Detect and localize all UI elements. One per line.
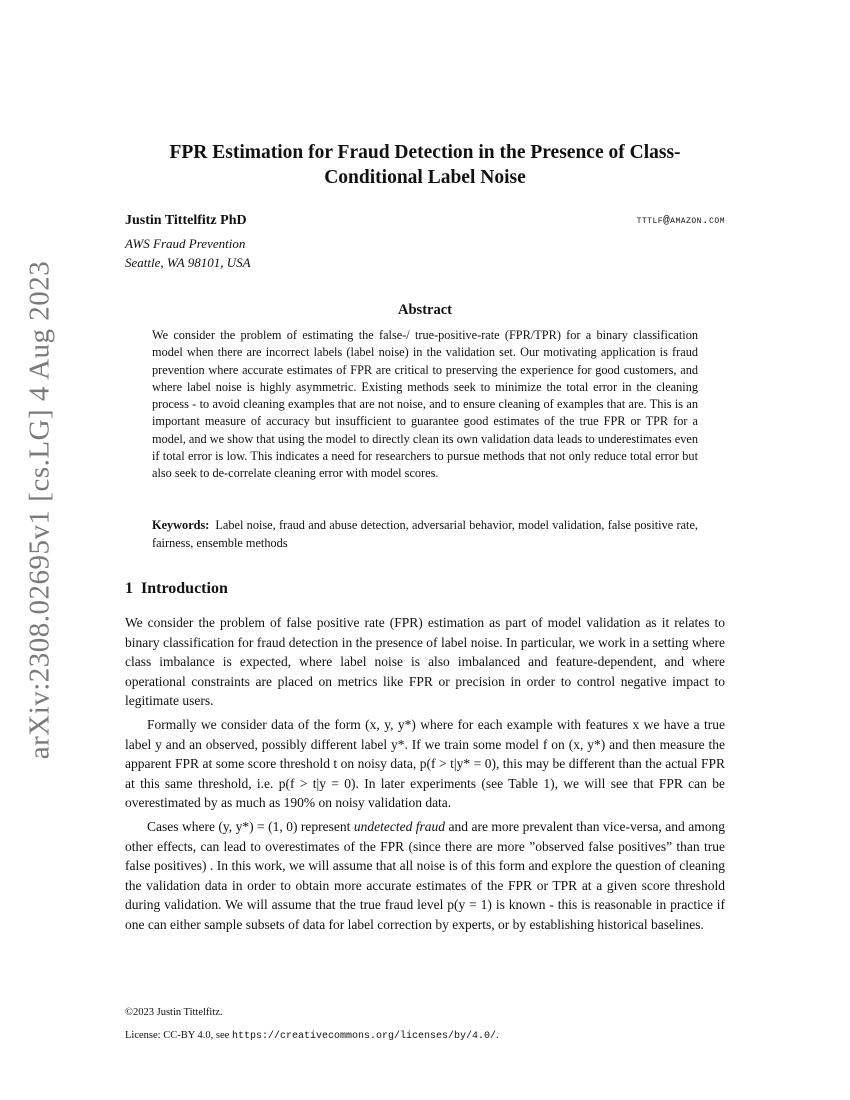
license-prefix: License: CC-BY 4.0, see: [125, 1030, 232, 1041]
author-affiliation: AWS Fraud Prevention: [125, 236, 246, 251]
paragraph-1: We consider the problem of false positive rate (FPR) estimation as part of model validation as it relates to binary classification for fraud detection in the presence of label noise. In particular, we work in a setting where class imbalance is expected, where label noise is also imbalanced and feature-dependent, and where operational constraints are placed on metrics like FPR or precision in order to control negative impact to legitimate users.: [125, 615, 725, 709]
keywords-label: Keywords:: [152, 518, 210, 532]
abstract-text: We consider the problem of estimating the false-/ true-positive-rate (FPR/TPR) for a binary classification model when there are incorrect labels (label noise) in the validation set. Our motivating application is fraud prevention where accurate estimates of FPR are critical to preserving the experience for good customers, and where label noise is highly asymmetric. Existing methods seek to minimize the total error in the cleaning process - to avoid cleaning examples that are not noise, and to ensure cleaning of examples that are. This is an important measure of accuracy but insufficient to guarantee good estimates of the true FPR or TPR for a model, and we show that using the model to directly clean its own validation data leads to underestimates even if total error is low. This indicates a need for researchers to pursue methods that not only reduce total error but also seek to de-correlate cleaning error with model scores.: [152, 328, 698, 481]
section-number: 1: [125, 580, 133, 597]
paragraph-3-start: Cases where (y, y*) = (1, 0) represent: [147, 818, 354, 834]
license-suffix: .: [495, 1030, 499, 1041]
license-notice: [125, 1030, 499, 1042]
paragraph-3-emphasis: undetected fraud: [353, 818, 446, 834]
section-title: Introduction: [141, 580, 228, 597]
author-location: Seattle, WA 98101, USA: [125, 255, 251, 270]
paper-title: FPR Estimation for Fraud Detection in the Presence of Class-Conditional Label Noise: [169, 142, 681, 188]
arxiv-identifier: arXiv:2308.02695v1 [cs.LG] 4 Aug 2023: [23, 260, 56, 760]
author-email: tttlf@amazon.com: [636, 215, 725, 227]
section-heading: [125, 580, 228, 598]
author-affiliation-block: [125, 234, 251, 272]
paragraph-3-end: and are more prevalent than vice-versa, and among other effects, can lead to overestimates of the FPR (since there are more ”observed false positives” than true false positives) . In this work, we will assume that all noise is of this form and explore the question of cleaning the validation data in order to obtain more accurate estimates of the FPR or TPR at a given score threshold during validation. We will assume that the true fraud level p(y = 1) is known - this is reasonable in practice if one can either sample subsets of data for label correction by experts, or by establishing historical baselines.: [125, 818, 725, 932]
keywords-text: Label noise, fraud and abuse detection, adversarial behavior, model validation, false positive rate, fairness, ensemble methods: [152, 518, 698, 550]
introduction-body: [125, 613, 725, 939]
abstract-heading: Abstract: [398, 302, 452, 318]
copyright-notice: ©2023 Justin Tittelfitz.: [125, 1007, 223, 1018]
keywords: [152, 517, 698, 552]
paragraph-3: [125, 817, 725, 935]
license-link[interactable]: https://creativecommons.org/licenses/by/4.0/: [231, 1031, 496, 1042]
paragraph-2: Formally we consider data of the form (x, y, y*) where for each example with features x we have a true label y and an observed, possibly different label y*. If we train some model f on (x, y*) and then measure the apparent FPR at some score threshold t on noisy data, p(f > t|y* = 0), this may be different than the actual FPR at this same threshold, i.e. p(f > t|y = 0). In later experiments (see Table 1), we will see that FPR can be overestimated by as much as 190% on noisy validation data.: [125, 716, 725, 811]
author-name: Justin Tittelfitz PhD: [125, 213, 247, 228]
